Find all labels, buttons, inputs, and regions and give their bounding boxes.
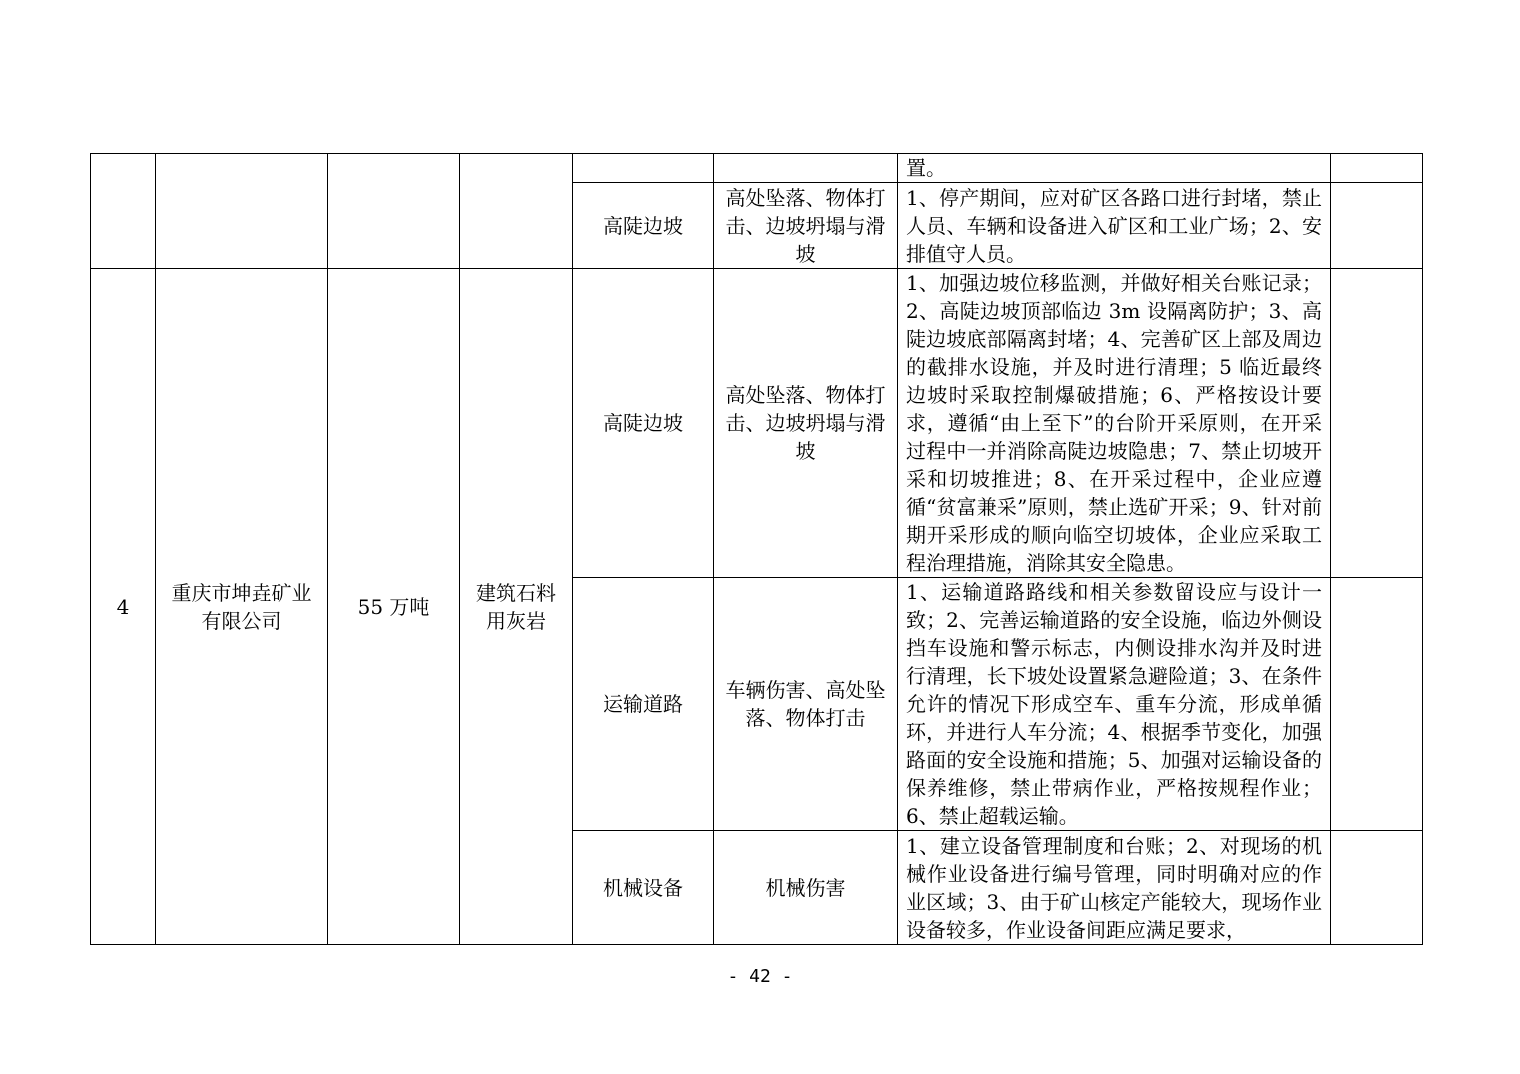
hazard-cell: 机械伤害 (714, 831, 898, 945)
measure-cell: 1、加强边坡位移监测，并做好相关台账记录；2、高陡边坡顶部临边 3m 设隔离防护；3、高陡边坡底部隔离封堵；4、完善矿区上部及周边的截排水设施，并及时进行清理；5 临近最终边坡时采取控制爆破措施；6、严格按设计要求，遵循“由上至下”的台阶开采原则，在开采过程中一并消除高陡边坡隐患；7、禁止切坡开采和切坡推进；8、在开采过程中，企业应遵循“贫富兼采”原则，禁止选矿开采；9、针对前期开采形成的顺向临空切坡体，企业应采取工程治理措施，消除其安全隐患。 (898, 269, 1331, 578)
index-cell-empty (91, 154, 156, 269)
hazard-cell: 高处坠落、物体打击、边坡坍塌与滑坡 (714, 269, 898, 578)
remark-cell (1331, 183, 1423, 269)
risk-control-table (90, 153, 1423, 945)
site-cell: 运输道路 (573, 578, 714, 831)
mineral-cell-empty (460, 154, 573, 269)
site-cell: 高陡边坡 (573, 269, 714, 578)
scale-cell-empty (328, 154, 460, 269)
table-row (91, 154, 1423, 183)
enterprise-name-cell: 重庆市坤垚矿业有限公司 (156, 269, 328, 945)
scale-cell: 55 万吨 (328, 269, 460, 945)
table-row (91, 269, 1423, 578)
site-cell: 机械设备 (573, 831, 714, 945)
measure-cell: 1、建立设备管理制度和台账；2、对现场的机械作业设备进行编号管理，同时明确对应的作业区域；3、由于矿山核定产能较大，现场作业设备较多，作业设备间距应满足要求， (898, 831, 1331, 945)
mineral-cell: 建筑石料用灰岩 (460, 269, 573, 945)
page-number: - 42 - (727, 966, 793, 987)
measure-cell: 1、运输道路路线和相关参数留设应与设计一致；2、完善运输道路的安全设施，临边外侧设挡车设施和警示标志，内侧设排水沟并及时进行清理，长下坡处设置紧急避险道；3、在条件允许的情况下形成空车、重车分流，形成单循环，并进行人车分流；4、根据季节变化，加强路面的安全设施和措施；5、加强对运输设备的保养维修，禁止带病作业，严格按规程作业；6、禁止超载运输。 (898, 578, 1331, 831)
remark-cell (1331, 269, 1423, 578)
remark-cell (1331, 578, 1423, 831)
enterprise-cell-empty (156, 154, 328, 269)
hazard-cell: 高处坠落、物体打击、边坡坍塌与滑坡 (714, 183, 898, 269)
index-cell: 4 (91, 269, 156, 945)
site-cell: 高陡边坡 (573, 183, 714, 269)
hazard-cell-empty (714, 154, 898, 183)
remark-cell (1331, 154, 1423, 183)
site-cell-empty (573, 154, 714, 183)
remark-cell (1331, 831, 1423, 945)
measure-cell: 1、停产期间，应对矿区各路口进行封堵，禁止人员、车辆和设备进入矿区和工业广场；2、安排值守人员。 (898, 183, 1331, 269)
hazard-cell: 车辆伤害、高处坠落、物体打击 (714, 578, 898, 831)
measure-cell: 置。 (898, 154, 1331, 183)
